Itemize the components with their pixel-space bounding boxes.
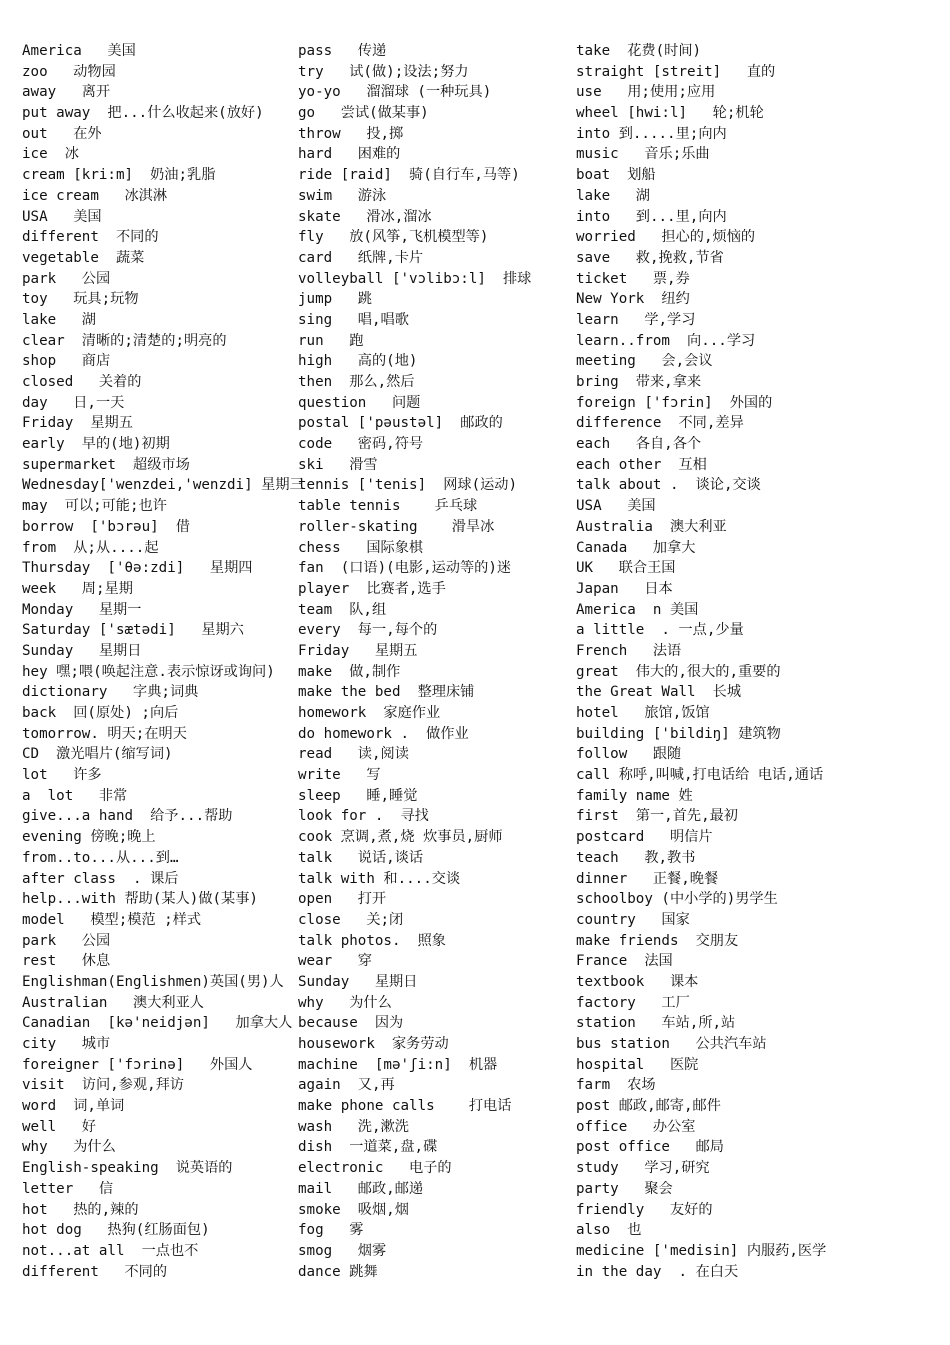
vocab-entry: different 不同的 — [22, 229, 159, 246]
vocab-entry: UK 联合王国 — [576, 560, 676, 577]
vocab-entry: go 尝试(做某事) — [298, 105, 429, 122]
vocab-entry: party 聚会 — [576, 1180, 673, 1197]
vocab-entry: help...with 帮助(某人)做(某事) — [22, 891, 258, 908]
vocab-entry: because 因为 — [298, 1015, 404, 1032]
vocab-entry: Australian 澳大利亚人 — [22, 994, 204, 1011]
vocab-entry: French 法语 — [576, 642, 682, 659]
vocab-entry: wear 穿 — [298, 953, 372, 970]
vocab-entry: Friday 星期五 — [298, 642, 418, 659]
vocab-entry: jump 跳 — [298, 291, 372, 308]
vocab-entry: family name 姓 — [576, 787, 693, 804]
vocab-entry: write 写 — [298, 767, 381, 784]
vocab-entry: table tennis 乒乓球 — [298, 498, 478, 515]
vocab-entry: talk 说话,谈话 — [298, 849, 424, 866]
vocab-entry: shop 商店 — [22, 353, 111, 370]
vocab-entry: put away 把...什么收起来(放好) — [22, 105, 264, 122]
vocab-entry: from 从;从....起 — [22, 539, 159, 556]
vocab-entry: hotel 旅馆,饭馆 — [576, 705, 710, 721]
vocab-entry: may 可以;可能;也许 — [22, 498, 167, 515]
vocab-entry: Japan 日本 — [576, 580, 673, 597]
vocab-entry: make friends 交朋友 — [576, 932, 739, 949]
vocab-entry: boat 划船 — [576, 167, 656, 184]
vocab-entry: cook 烹调,煮,烧 炊事员,厨师 — [298, 829, 503, 846]
vocab-entry: read 读,阅读 — [298, 746, 409, 763]
vocab-entry: throw 投,掷 — [298, 125, 404, 142]
vocab-entry: fog 雾 — [298, 1222, 364, 1239]
vocab-entry: study 学习,研究 — [576, 1160, 710, 1177]
vocab-entry: Canadian [kə'neidjən] 加拿大人 — [22, 1015, 293, 1032]
vocab-entry: use 用;使用;应用 — [576, 84, 716, 101]
vocab-entry: smog 烟雾 — [298, 1242, 387, 1259]
vocab-entry: look for . 寻找 — [298, 808, 429, 825]
vocab-entry: ice 冰 — [22, 146, 79, 163]
vocab-entry: cream [kri:m] 奶油;乳脂 — [22, 167, 216, 184]
vocab-entry: why 为什么 — [22, 1139, 116, 1156]
vocab-entry: pass 传递 — [298, 43, 387, 59]
vocab-entry: high 高的(地) — [298, 353, 418, 370]
vocab-entry: talk with 和....交谈 — [298, 870, 461, 887]
vocab-entry: not...at all 一点也不 — [22, 1242, 199, 1259]
vocab-entry: talk photos. 照象 — [298, 932, 446, 949]
vocab-entry: foreign ['fɔrin] 外国的 — [576, 394, 773, 411]
vocab-entry: player 比赛者,选手 — [298, 580, 446, 597]
vocab-entry: take 花费(时间) — [576, 43, 702, 59]
vocab-entry: early 早的(地)初期 — [22, 436, 170, 453]
vocab-entry: wash 洗,漱洗 — [298, 1118, 409, 1135]
vocab-entry: friendly 友好的 — [576, 1201, 713, 1218]
vocab-entry: machine [mə'ʃi:n] 机器 — [298, 1056, 498, 1073]
vocab-entry: Friday 星期五 — [22, 415, 133, 432]
vocab-entry: learn..from 向...学习 — [576, 332, 756, 349]
vocab-entry: each other 互相 — [576, 456, 707, 473]
vocab-entry: make the bed 整理床铺 — [298, 684, 475, 701]
vocab-entry: save 救,挽救,节省 — [576, 249, 724, 266]
vocab-entry: sing 唱,唱歌 — [298, 311, 409, 328]
vocab-entry: back 回(原处) ;向后 — [22, 705, 179, 721]
vocab-entry: close 关;闭 — [298, 911, 404, 928]
vocab-entry: ski 滑雪 — [298, 456, 378, 473]
vocab-entry: dance 跳舞 — [298, 1263, 378, 1280]
vocab-entry: fan (口语)(电影,运动等的)迷 — [298, 560, 512, 577]
vocab-entry: letter 信 — [22, 1180, 114, 1197]
vocab-entry: teach 教,教书 — [576, 849, 696, 866]
vocab-entry: the Great Wall 长城 — [576, 684, 742, 701]
vocab-entry: hot dog 热狗(红肠面包) — [22, 1222, 210, 1239]
vocab-entry: worried 担心的,烦恼的 — [576, 229, 756, 246]
vocab-entry: also 也 — [576, 1222, 642, 1239]
vocab-entry: homework 家庭作业 — [298, 705, 441, 721]
vocab-column-1 — [22, 41, 304, 1282]
vocab-entry: hard 困难的 — [298, 146, 401, 163]
vocab-entry: from..to...从...到… — [22, 849, 179, 866]
vocab-entry: hot 热的,辣的 — [22, 1201, 139, 1218]
vocab-entry: mail 邮政,邮递 — [298, 1180, 424, 1197]
vocab-entry: zoo 动物园 — [22, 63, 116, 80]
vocab-entry: chess 国际象棋 — [298, 539, 424, 556]
vocab-entry: tennis ['tenis] 网球(运动) — [298, 477, 518, 494]
vocab-entry: in the day . 在白天 — [576, 1263, 739, 1280]
vocab-entry: post 邮政,邮寄,邮件 — [576, 1098, 721, 1115]
vocab-entry: New York 纽约 — [576, 291, 690, 308]
vocab-entry: farm 农场 — [576, 1077, 656, 1094]
vocab-entry: card 纸牌,卡片 — [298, 249, 424, 266]
vocab-entry: again 又,再 — [298, 1077, 395, 1094]
vocab-entry: talk about . 谈论,交谈 — [576, 477, 761, 494]
vocab-entry: ice cream 冰淇淋 — [22, 187, 168, 204]
vocab-entry: lake 湖 — [22, 311, 96, 328]
vocab-entry: ride [raid] 骑(自行车,马等) — [298, 167, 520, 184]
vocab-entry: USA 美国 — [576, 498, 656, 515]
vocab-entry: week 周;星期 — [22, 580, 133, 597]
vocab-entry: ticket 票,券 — [576, 270, 690, 287]
vocab-entry: English-speaking 说英语的 — [22, 1160, 233, 1177]
vocab-entry: postal ['pəustəl] 邮政的 — [298, 415, 503, 432]
vocab-entry: vegetable 蔬菜 — [22, 249, 145, 266]
vocab-entry: Englishman(Englishmen)英国(男)人 — [22, 973, 284, 990]
vocab-entry: into 到.....里;向内 — [576, 125, 727, 142]
vocab-entry: visit 访问,参观,拜访 — [22, 1077, 184, 1094]
vocab-entry: rest 休息 — [22, 953, 111, 970]
vocab-entry: make 做,制作 — [298, 663, 401, 680]
vocab-entry: follow 跟随 — [576, 746, 682, 763]
vocab-entry: away 离开 — [22, 84, 111, 101]
vocab-entry: foreigner ['fɔrinə] 外国人 — [22, 1056, 253, 1073]
vocab-entry: word 词,单词 — [22, 1098, 125, 1115]
vocab-entry: volleyball ['vɔlibɔ:l] 排球 — [298, 270, 532, 287]
vocab-entry: park 公园 — [22, 270, 111, 287]
vocab-entry: straight [streit] 直的 — [576, 63, 776, 80]
vocab-entry: day 日,一天 — [22, 394, 125, 411]
vocab-entry: yo-yo 溜溜球 (一种玩具) — [298, 84, 492, 101]
vocab-entry: great 伟大的,很大的,重要的 — [576, 663, 781, 680]
vocab-column-3 — [576, 41, 946, 1282]
vocab-entry: borrow ['bɔrəu] 借 — [22, 518, 190, 535]
vocab-entry: dinner 正餐,晚餐 — [576, 870, 719, 887]
vocab-entry: well 好 — [22, 1118, 96, 1135]
vocab-entry: hospital 医院 — [576, 1056, 699, 1073]
vocab-entry: fly 放(风筝,飞机模型等) — [298, 229, 489, 246]
vocab-entry: housework 家务劳动 — [298, 1036, 449, 1052]
vocab-entry: Thursday ['θə:zdi] 星期四 — [22, 560, 253, 577]
vocab-entry: postcard 明信片 — [576, 829, 713, 846]
vocab-entry: hey 嘿;喂(唤起注意.表示惊讶或询问) — [22, 663, 275, 680]
vocab-entry: skate 滑冰,溜冰 — [298, 208, 432, 225]
vocab-entry: France 法国 — [576, 953, 673, 970]
vocab-entry: toy 玩具;玩物 — [22, 291, 139, 308]
vocab-entry: swim 游泳 — [298, 187, 387, 204]
vocab-entry: Monday 星期一 — [22, 601, 142, 618]
vocab-entry: call 称呼,叫喊,打电话给 电话,通话 — [576, 767, 824, 784]
vocab-entry: park 公园 — [22, 932, 111, 949]
vocab-entry: roller-skating 滑旱冰 — [298, 518, 495, 535]
vocab-entry: open 打开 — [298, 891, 387, 908]
vocab-entry: supermarket 超级市场 — [22, 456, 190, 473]
vocab-entry: first 第一,首先,最初 — [576, 808, 738, 825]
vocab-entry: electronic 电子的 — [298, 1160, 452, 1177]
vocab-entry: each 各自,各个 — [576, 436, 702, 453]
vocab-entry: learn 学,学习 — [576, 311, 696, 328]
vocab-entry: wheel [hwi:l] 轮;机轮 — [576, 105, 764, 122]
vocab-entry: Sunday 星期日 — [298, 973, 418, 990]
vocab-entry: station 车站,所,站 — [576, 1015, 736, 1032]
vocab-entry: post office 邮局 — [576, 1139, 724, 1156]
vocab-entry: give...a hand 给予...帮助 — [22, 808, 233, 825]
vocab-entry: USA 美国 — [22, 208, 102, 225]
vocab-entry: difference 不同,差异 — [576, 415, 744, 432]
vocab-entry: tomorrow. 明天;在明天 — [22, 725, 187, 742]
vocab-entry: factory 工厂 — [576, 994, 690, 1011]
vocab-entry: medicine ['medisin] 内服药,医学 — [576, 1242, 827, 1259]
vocab-entry: music 音乐;乐曲 — [576, 146, 710, 163]
vocab-entry: a little . 一点,少量 — [576, 622, 744, 639]
vocab-entry: city 城市 — [22, 1036, 111, 1052]
vocab-entry: schoolboy (中小学的)男学生 — [576, 891, 778, 908]
vocab-entry: dictionary 字典;词典 — [22, 684, 199, 701]
vocab-entry: team 队,组 — [298, 601, 387, 618]
vocab-entry: sleep 睡,睡觉 — [298, 787, 418, 804]
vocab-entry: clear 清晰的;清楚的;明亮的 — [22, 332, 227, 349]
vocab-entry: a lot 非常 — [22, 787, 128, 804]
vocab-entry: CD 激光唱片(缩写词) — [22, 746, 173, 763]
vocab-entry: try 试(做);设法;努力 — [298, 63, 469, 80]
vocab-entry: make phone calls 打电话 — [298, 1098, 512, 1115]
vocab-entry: do homework . 做作业 — [298, 725, 469, 742]
vocab-entry: closed 关着的 — [22, 374, 142, 390]
vocab-entry: why 为什么 — [298, 994, 392, 1011]
vocab-entry: smoke 吸烟,烟 — [298, 1201, 409, 1218]
vocab-entry: Australia 澳大利亚 — [576, 518, 727, 535]
vocab-entry: Sunday 星期日 — [22, 642, 142, 659]
vocab-entry: different 不同的 — [22, 1263, 168, 1280]
vocab-entry: bus station 公共汽车站 — [576, 1036, 767, 1052]
vocab-column-2 — [298, 41, 574, 1282]
vocab-entry: textbook 课本 — [576, 973, 699, 990]
vocab-entry: meeting 会,会议 — [576, 353, 713, 370]
vocab-entry: dish 一道菜,盘,碟 — [298, 1139, 438, 1156]
vocab-entry: bring 带来,拿来 — [576, 374, 702, 390]
vocab-entry: run 跑 — [298, 332, 364, 349]
vocab-entry: lot 许多 — [22, 767, 102, 784]
vocab-entry: lake 湖 — [576, 187, 650, 204]
vocab-entry: after class . 课后 — [22, 870, 179, 887]
vocab-entry: code 密码,符号 — [298, 436, 424, 453]
vocab-entry: into 到...里,向内 — [576, 208, 727, 225]
vocab-entry: evening 傍晚;晚上 — [22, 829, 156, 846]
vocab-entry: America n 美国 — [576, 601, 699, 618]
vocab-entry: out 在外 — [22, 125, 102, 142]
vocab-entry: America 美国 — [22, 43, 136, 59]
vocab-entry: office 办公室 — [576, 1118, 696, 1135]
vocab-entry: question 问题 — [298, 394, 421, 411]
vocab-entry: then 那么,然后 — [298, 374, 415, 390]
vocab-entry: every 每一,每个的 — [298, 622, 438, 639]
vocab-entry: model 模型;模范 ;样式 — [22, 911, 202, 928]
vocab-entry: Saturday ['sætədi] 星期六 — [22, 622, 244, 639]
vocab-entry: country 国家 — [576, 911, 690, 928]
vocab-entry: Wednesday['wenzdei,'wenzdi] 星期三 — [22, 477, 304, 494]
vocab-entry: building ['bildiŋ] 建筑物 — [576, 725, 781, 742]
vocab-entry: Canada 加拿大 — [576, 539, 696, 556]
